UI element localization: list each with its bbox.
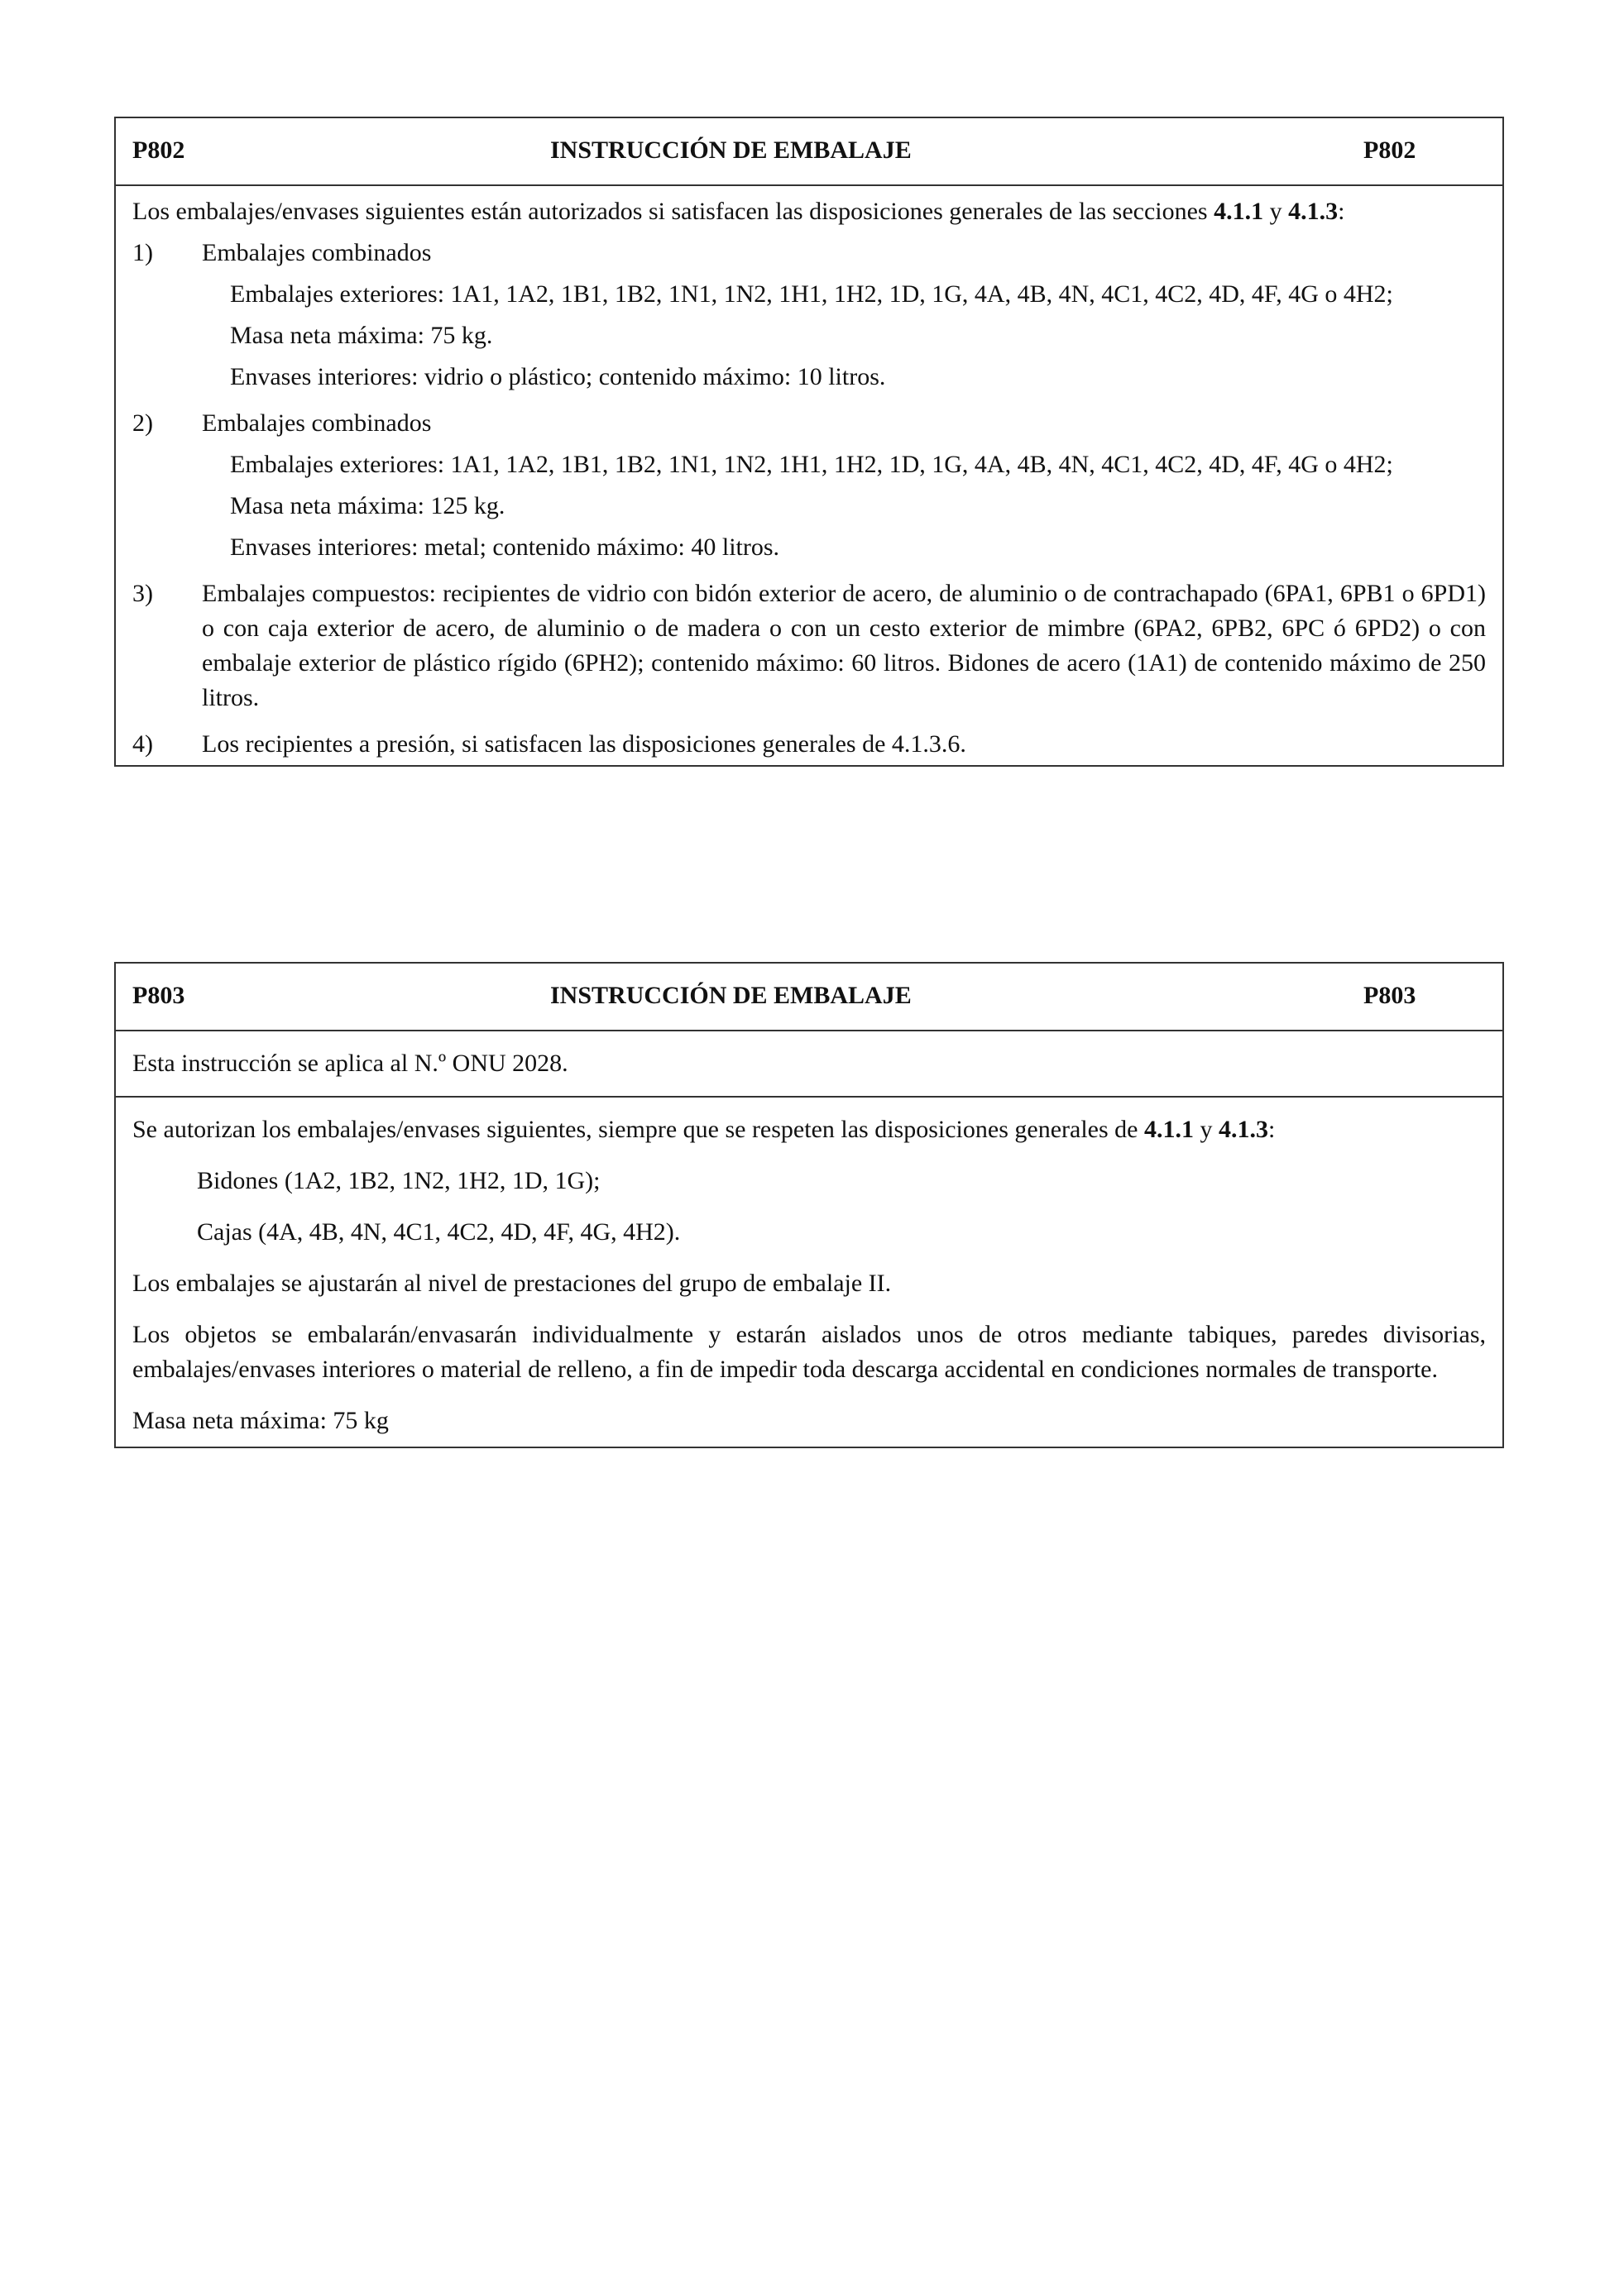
p802-header-code-right: P802 — [1363, 136, 1416, 164]
p802-intro: Los embalajes/envases siguientes están autorizados si satisfacen las disposiciones generales de las secciones 4.1.1 y 4.1.3: — [132, 198, 1345, 225]
p802-item-4 — [132, 727, 1486, 762]
ref-4-1-1: 4.1.1 — [1214, 198, 1264, 225]
p803-header-row — [116, 964, 1502, 1031]
p802-instruction-table — [114, 117, 1504, 767]
p803-instruction-table — [114, 962, 1504, 1448]
item-title: Embalajes combinados — [202, 409, 432, 437]
item-number: 1) — [132, 239, 153, 266]
p802-item-2-outer: Embalajes exteriores: 1A1, 1A2, 1B1, 1B2, 1N1, 1N2, 1H1, 1H2, 1D, 1G, 4A, 4B, 4N, 4C1, 4C2, 4D, 4F, 4G o 4H2; — [230, 451, 1393, 478]
p802-item-2-inner: Envases interiores: metal; contenido máximo: 40 litros. — [230, 533, 780, 561]
p803-scope: Esta instrucción se aplica al N.º ONU 2028. — [132, 1050, 568, 1077]
p803-body-cell — [116, 1096, 1502, 1447]
p803-header-title: INSTRUCCIÓN DE EMBALAJE — [550, 982, 912, 1009]
p803-boxes: Cajas (4A, 4B, 4N, 4C1, 4C2, 4D, 4F, 4G, 4H2). — [197, 1218, 681, 1246]
item-title: Embalajes combinados — [202, 239, 432, 266]
item-number: 4) — [132, 730, 153, 758]
p802-header-code-left: P802 — [132, 136, 185, 164]
p803-header-code-left: P803 — [132, 982, 185, 1009]
p802-item-3 — [132, 576, 1486, 715]
item-title: Los recipientes a presión, si satisfacen las disposiciones generales de 4.1.3.6. — [202, 730, 966, 758]
item-title: Embalajes compuestos: recipientes de vidrio con bidón exterior de acero, de aluminio o de contrachapado (6PA1, 6PB1 o 6PD1) o con caja exterior de acero, de aluminio o de madera o con un cesto exterior de mimbre (6PA2, 6PB2, 6PC ó 6PD2) o con embalaje exterior de plástico rígido (6PH2); contenido máximo: 60 litros. Bidones de acero (1A1) de contenido máximo de 250 litros. — [202, 580, 1486, 711]
p802-header-row — [116, 118, 1502, 186]
p802-header-title: INSTRUCCIÓN DE EMBALAJE — [550, 136, 912, 164]
p802-item-1-mass: Masa neta máxima: 75 kg. — [230, 322, 493, 349]
p803-intro: Se autorizan los embalajes/envases siguientes, siempre que se respeten las disposiciones generales de 4.1.1 y 4.1.3: — [132, 1116, 1276, 1143]
p802-item-2-mass: Masa neta máxima: 125 kg. — [230, 492, 505, 519]
p802-item-2 — [132, 406, 1486, 441]
ref-4-1-3: 4.1.3 — [1288, 198, 1339, 225]
p802-item-1 — [132, 236, 1486, 270]
p803-drums: Bidones (1A2, 1B2, 1N2, 1H2, 1D, 1G); — [197, 1167, 601, 1194]
p803-scope-cell — [116, 1031, 1502, 1096]
item-number: 2) — [132, 409, 153, 437]
p802-body-cell — [116, 186, 1502, 765]
p803-performance: Los embalajes se ajustarán al nivel de prestaciones del grupo de embalaje II. — [132, 1270, 892, 1297]
ref-4-1-1: 4.1.1 — [1143, 1116, 1194, 1143]
p802-item-1-outer: Embalajes exteriores: 1A1, 1A2, 1B1, 1B2, 1N1, 1N2, 1H1, 1H2, 1D, 1G, 4A, 4B, 4N, 4C1, 4C2, 4D, 4F, 4G o 4H2; — [230, 280, 1393, 308]
p803-net-mass: Masa neta máxima: 75 kg — [132, 1407, 389, 1434]
p802-item-1-inner: Envases interiores: vidrio o plástico; contenido máximo: 10 litros. — [230, 363, 886, 390]
p803-header-code-right: P803 — [1363, 982, 1416, 1009]
item-number: 3) — [132, 580, 153, 607]
p803-separation: Los objetos se embalarán/envasarán individualmente y estarán aislados unos de otros mediante tabiques, paredes divisorias, embalajes/envases interiores o material de relleno, a fin de impedir toda descarga accidental en condiciones normales de transporte. — [132, 1321, 1486, 1383]
ref-4-1-3: 4.1.3 — [1218, 1116, 1268, 1143]
